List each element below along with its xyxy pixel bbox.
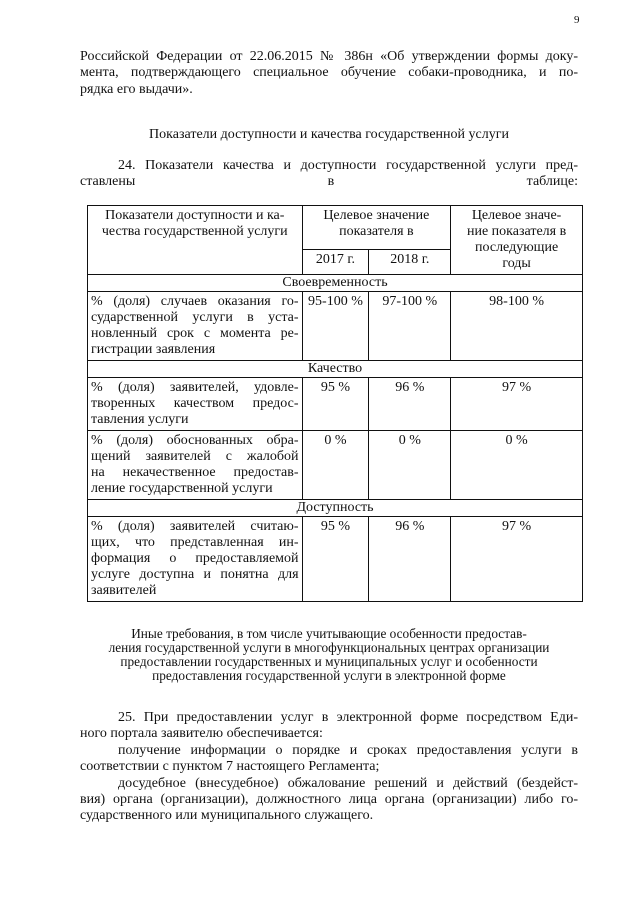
indicator-line: щений заявителей с жалобой <box>91 449 299 464</box>
table-row <box>88 431 583 500</box>
section-row <box>88 275 583 292</box>
indicator-line: % (доля) случаев оказания го- <box>91 294 299 309</box>
intro-line: рядка его выдачи». <box>80 81 193 97</box>
indicator-cell <box>88 431 303 500</box>
section-heading-2 <box>80 627 578 683</box>
paragraph-25-line: вия) органа (организации), должностного лица органа (организации) либо го- <box>80 792 578 808</box>
header-target-cell <box>302 206 451 250</box>
table-header-row <box>88 206 583 250</box>
header-text: Целевое значение <box>323 208 430 223</box>
paragraph-25-line: соответствии с пунктом 7 настоящего Регламента; <box>80 759 380 775</box>
intro-line: Российской Федерации от 22.06.2015 № 386н «Об утверждении формы доку- <box>80 49 578 64</box>
indicator-line: новленный срок с момента ре- <box>91 326 299 341</box>
value-2018: 96 % <box>369 378 451 431</box>
paragraph-25-line: 25. При предоставлении услуг в электронной форме посредством Еди- <box>118 710 578 725</box>
indicator-cell <box>88 517 303 602</box>
paragraph-25-line: досудебное (внесудебное) обжалование решений и действий (бездейст- <box>118 775 578 791</box>
paragraph-24-line: ставлены в таблице: <box>80 174 578 190</box>
indicator-cell <box>88 292 303 361</box>
indicator-line: на некачественное предостав- <box>91 465 299 480</box>
paragraph-25-line: сударственного или муниципального служащего. <box>80 808 374 824</box>
indicator-line: гистрации заявления <box>91 342 216 357</box>
section-title: Качество <box>88 361 583 378</box>
header-year-2017: 2017 г. <box>302 250 369 275</box>
value-future: 97 % <box>451 378 583 431</box>
heading-2-line: предоставлении государственных и муниципальных услуг и особенности <box>120 654 538 669</box>
intro-paragraph <box>80 49 578 98</box>
header-indicator-cell <box>88 206 303 275</box>
page-number: 9 <box>574 14 580 26</box>
paragraph-25-line: получение информации о порядке и сроках предоставления услуги в <box>118 742 578 758</box>
value-future: 0 % <box>451 431 583 500</box>
value-2018: 96 % <box>369 517 451 602</box>
indicator-line: щих, что представленная ин- <box>91 535 299 550</box>
header-text: Показатели доступности и ка- <box>105 208 285 223</box>
value-2017: 95 % <box>302 517 369 602</box>
header-text: последующие <box>475 240 559 255</box>
section-title: Своевременность <box>88 275 583 292</box>
indicator-line: % (доля) заявителей считаю- <box>91 519 299 534</box>
indicator-cell <box>88 378 303 431</box>
value-2018: 97-100 % <box>369 292 451 361</box>
indicator-line: % (доля) заявителей, удовле- <box>91 380 299 395</box>
section-heading: Показатели доступности и качества государственной услуги <box>149 127 509 142</box>
header-text: чества государственной услуги <box>101 224 288 239</box>
indicator-line: % (доля) обоснованных обра- <box>91 433 299 448</box>
section-row <box>88 361 583 378</box>
indicator-line: формация о предоставляемой <box>91 551 299 566</box>
header-text: Целевое значе- <box>471 208 562 223</box>
header-text: показателя в <box>339 224 414 239</box>
section-title: Доступность <box>88 500 583 517</box>
heading-2-line: предоставления государственной услуги в электронной форме <box>152 668 506 683</box>
indicators-table <box>87 205 583 602</box>
paragraph-24-line: 24. Показатели качества и доступности государственной услуги пред- <box>118 158 578 173</box>
indicator-line: услуге доступна и понятна для <box>91 567 299 582</box>
value-2017: 0 % <box>302 431 369 500</box>
paragraph-24 <box>80 158 578 191</box>
indicator-line: творенных качеством предос- <box>91 396 299 411</box>
header-future-cell <box>451 206 583 275</box>
intro-line: мента, подтверждающего специальное обучение собаки-проводника, и по- <box>80 65 578 81</box>
header-text: ние показателя в <box>466 224 567 239</box>
value-2017: 95-100 % <box>302 292 369 361</box>
header-text: годы <box>502 256 531 271</box>
heading-2-line: Иные требования, в том числе учитывающие особенности предостав- <box>131 626 527 641</box>
heading-2-line: ления государственной услуги в многофункциональных центрах организации <box>108 640 550 655</box>
header-year-2018: 2018 г. <box>369 250 451 275</box>
value-future: 98-100 % <box>451 292 583 361</box>
paragraph-25 <box>80 710 578 825</box>
indicator-line: тавления услуги <box>91 412 189 427</box>
indicator-line: ление государственной услуги <box>91 481 273 496</box>
table-row <box>88 378 583 431</box>
indicator-line: сударственной услуги в уста- <box>91 310 299 325</box>
table-row <box>88 517 583 602</box>
indicator-line: заявителей <box>91 583 157 598</box>
value-2017: 95 % <box>302 378 369 431</box>
paragraph-25-line: ного портала заявителю обеспечивается: <box>80 726 323 742</box>
value-future: 97 % <box>451 517 583 602</box>
section-row <box>88 500 583 517</box>
table-row <box>88 292 583 361</box>
value-2018: 0 % <box>369 431 451 500</box>
